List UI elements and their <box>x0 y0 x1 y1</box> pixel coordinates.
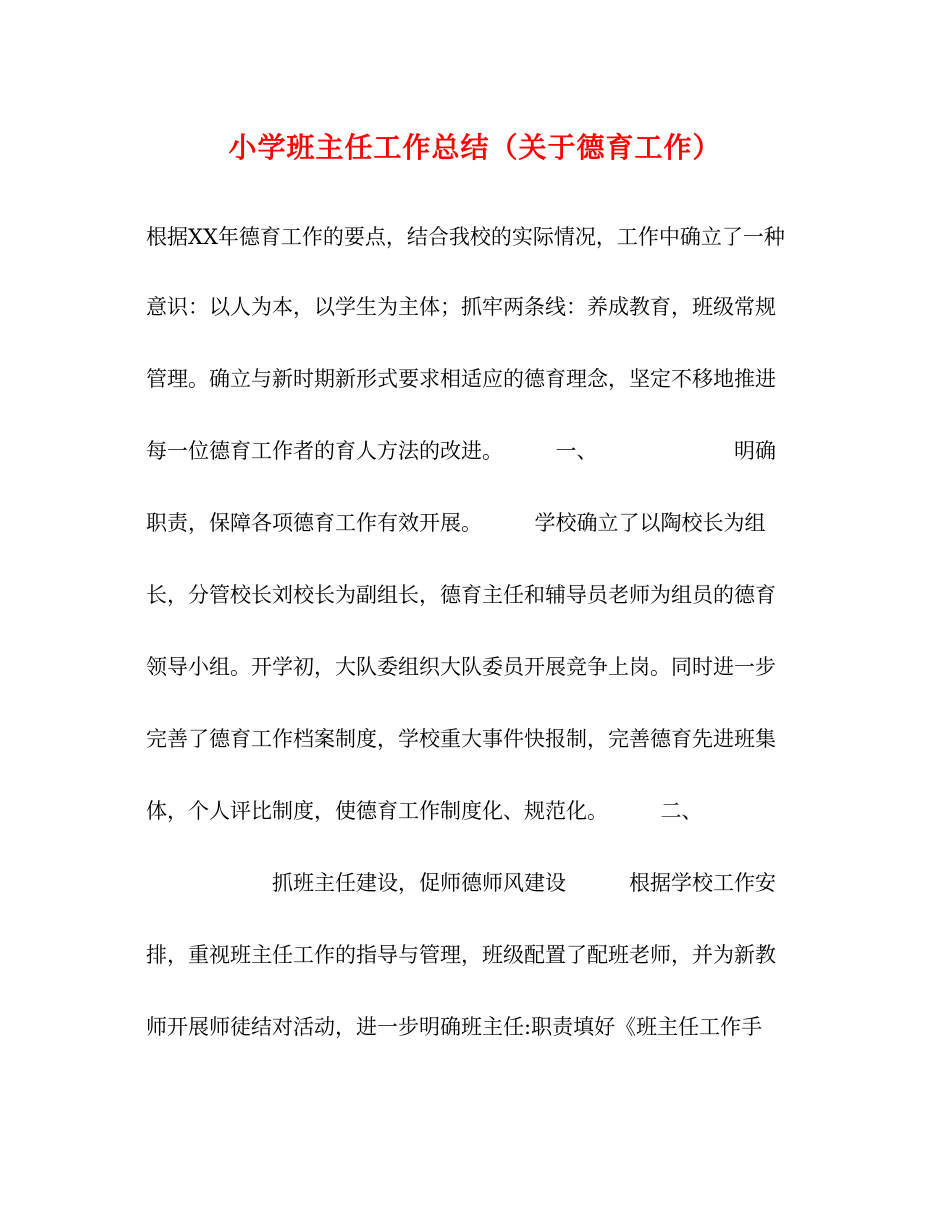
body-line-12: 师开展师徒结对活动，进一步明确班主任:职责填好《班主任工作手 <box>146 1015 763 1039</box>
body-line-4: 每一位德育工作者的育人方法的改进。 一、 明确 <box>146 439 776 463</box>
body-line-5: 职责，保障各项德育工作有效开展。 学校确立了以陶校长为组 <box>146 511 766 535</box>
body-line-2: 意识：以人为本，以学生为主体；抓牢两条线：养成教育，班级常规 <box>146 295 776 319</box>
body-line-6: 长，分管校长刘校长为副组长，德育主任和辅导员老师为组员的德育 <box>146 583 776 607</box>
body-line-3: 管理。确立与新时期新形式要求相适应的德育理念，坚定不移地推进 <box>146 367 776 391</box>
document-title: 小学班主任工作总结（关于德育工作） <box>228 131 722 164</box>
body-line-11: 排，重视班主任工作的指导与管理，班级配置了配班老师，并为新教 <box>146 943 776 967</box>
body-line-1: 根据XX年德育工作的要点，结合我校的实际情况，工作中确立了一种 <box>146 225 785 249</box>
body-line-10: 抓班主任建设，促师德师风建设 根据学校工作安 <box>146 871 776 895</box>
body-line-8: 完善了德育工作档案制度，学校重大事件快报制，完善德育先进班集 <box>146 727 776 751</box>
body-line-9: 体，个人评比制度，使德育工作制度化、规范化。 二、 <box>146 799 703 823</box>
body-line-7: 领导小组。开学初，大队委组织大队委员开展竞争上岗。同时进一步 <box>146 655 776 679</box>
